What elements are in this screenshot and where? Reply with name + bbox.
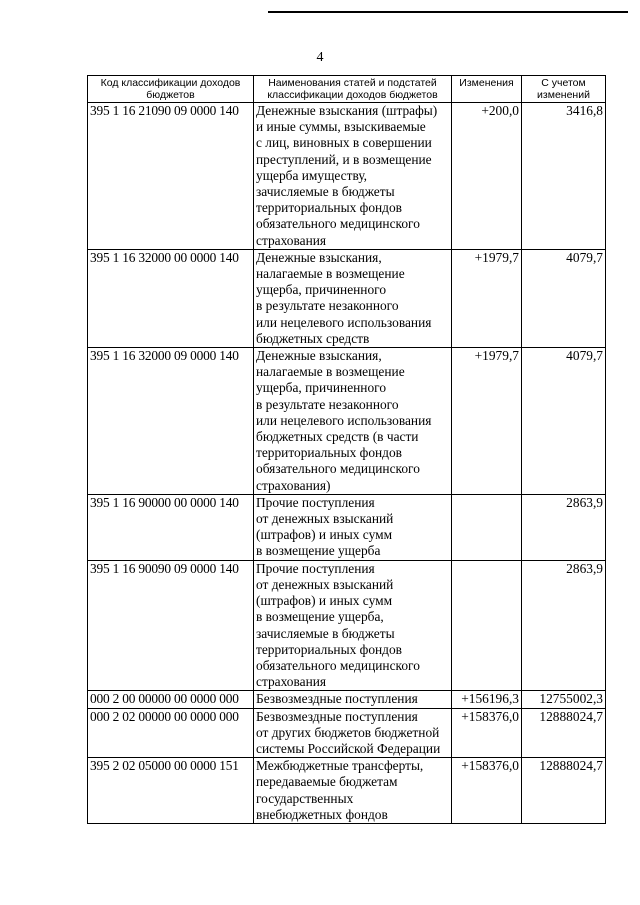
- header-name: Наименования статей и подстатей классификации доходов бюджетов: [254, 76, 452, 103]
- row-total: 12888024,7: [522, 708, 606, 758]
- row-total: 12755002,3: [522, 691, 606, 708]
- header-rule: [268, 11, 628, 13]
- row-code: 395 1 16 32000 09 0000 140: [88, 348, 254, 495]
- page-number: 4: [316, 50, 324, 65]
- row-change: +158376,0: [452, 708, 522, 758]
- table-header-row: [88, 76, 606, 103]
- budget-table: [87, 75, 606, 824]
- table-row: [88, 249, 606, 347]
- header-total: С учетом изменений: [522, 76, 606, 103]
- row-change: [452, 560, 522, 691]
- row-change: +1979,7: [452, 249, 522, 347]
- row-name: Денежные взыскания, налагаемые в возмещение ущерба, причиненного в результате незаконного или нецелевого использования бюджетных средств (в части территориальных фондов обязательного медицинского страхования): [254, 348, 452, 495]
- table-row: [88, 494, 606, 560]
- header-code: Код классификации доходов бюджетов: [88, 76, 254, 103]
- row-name: Прочие поступления от денежных взысканий (штрафов) и иных сумм в возмещение ущерба: [254, 494, 452, 560]
- table-row: [88, 560, 606, 691]
- row-code: 395 1 16 21090 09 0000 140: [88, 103, 254, 250]
- row-change: +1979,7: [452, 348, 522, 495]
- row-change: +200,0: [452, 103, 522, 250]
- row-code: 395 2 02 05000 00 0000 151: [88, 758, 254, 824]
- row-total: 4079,7: [522, 249, 606, 347]
- table-row: [88, 103, 606, 250]
- row-total: 12888024,7: [522, 758, 606, 824]
- row-change: +158376,0: [452, 758, 522, 824]
- table-row: [88, 708, 606, 758]
- row-name: Прочие поступления от денежных взысканий (штрафов) и иных сумм в возмещение ущерба, зачисляемые в бюджеты территориальных фондов обязательного медицинского страхования: [254, 560, 452, 691]
- row-total: 4079,7: [522, 348, 606, 495]
- row-name: Денежные взыскания, налагаемые в возмещение ущерба, причиненного в результате незаконного или нецелевого использования бюджетных средств: [254, 249, 452, 347]
- row-name: Межбюджетные трансферты, передаваемые бюджетам государственных внебюджетных фондов: [254, 758, 452, 824]
- table-row: [88, 758, 606, 824]
- header-change: Изменения: [452, 76, 522, 103]
- row-total: 2863,9: [522, 494, 606, 560]
- row-change: +156196,3: [452, 691, 522, 708]
- row-code: 395 1 16 90000 00 0000 140: [88, 494, 254, 560]
- row-name: Денежные взыскания (штрафы) и иные суммы, взыскиваемые с лиц, виновных в совершении преступлений, и в возмещение ущерба имуществу, зачисляемые в бюджеты территориальных фондов обязательного медицинского страхования: [254, 103, 452, 250]
- row-name: Безвозмездные поступления: [254, 691, 452, 708]
- row-total: 2863,9: [522, 560, 606, 691]
- table-row: [88, 348, 606, 495]
- row-total: 3416,8: [522, 103, 606, 250]
- row-change: [452, 494, 522, 560]
- row-name: Безвозмездные поступления от других бюджетов бюджетной системы Российской Федерации: [254, 708, 452, 758]
- row-code: 000 2 00 00000 00 0000 000: [88, 691, 254, 708]
- row-code: 395 1 16 32000 00 0000 140: [88, 249, 254, 347]
- table-row: [88, 691, 606, 708]
- row-code: 395 1 16 90090 09 0000 140: [88, 560, 254, 691]
- row-code: 000 2 02 00000 00 0000 000: [88, 708, 254, 758]
